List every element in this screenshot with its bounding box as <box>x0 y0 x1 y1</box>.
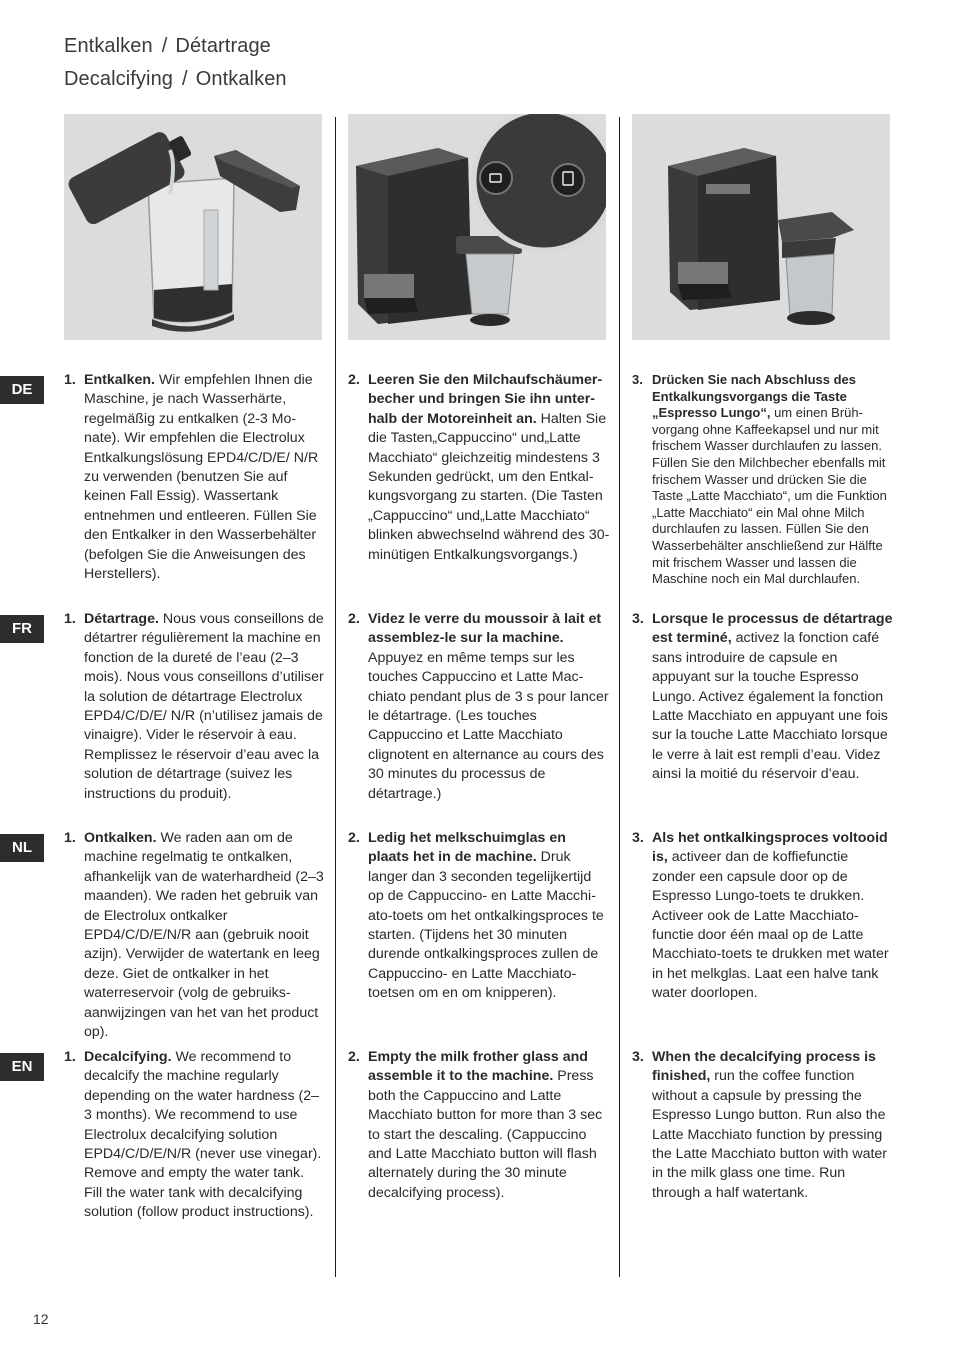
step-nl-2 <box>348 829 610 1004</box>
step-number: 3. <box>632 611 644 627</box>
language-tab-en: EN <box>0 1053 44 1081</box>
step-text: We recommend to decalcify the machine regularly depending on the water hardness (2–3 months). We recommend to use Electrolux decalcifying solution EPD4/C/D/E/N/R (never use vinegar). Remove and empty the water tank. Fill the water tank with decalcifying solution (follow product instructions). <box>84 1049 322 1221</box>
step-en-2 <box>348 1048 610 1203</box>
step-text: Druk langer dan 3 seconden tegelijkertijd op de Cappuccino- en Latte Macchiato-toets om het ontkalkingsproces te starten. (Tijdens het 30 minuten durende ontkalkingsproces zullen de Cappuccino- en Latte Macchiato-toetsen om en om knipperen). <box>368 849 604 1002</box>
page-title-line-2 <box>64 68 287 91</box>
step-text: Press both the Cappuccino and Latte Macchiato button for more than 3 sec to start the descaling. (Cappuccino and Latte Macchiato button will flash alternately during the 30 minute decalcifying process). <box>368 1068 603 1201</box>
step-number: 2. <box>348 1049 360 1065</box>
water-tank-illustration <box>64 114 322 340</box>
step-number: 2. <box>348 372 360 388</box>
step-fr-1 <box>64 610 326 804</box>
language-tab-de: DE <box>0 376 44 404</box>
step-heading: When the decalcifying process is finished, <box>652 1049 876 1085</box>
step-number: 3. <box>632 372 643 387</box>
page-title-line-1 <box>64 35 271 58</box>
step-de-1 <box>64 371 326 584</box>
step-en-1 <box>64 1048 326 1223</box>
step-heading: Ontkalken. <box>84 830 157 846</box>
page-number: 12 <box>33 1311 49 1327</box>
step-text: um einen Brühvorgang ohne Kaffeekapsel und nur mit frischem Wasser durchlaufen zu lassen. Füllen Sie den Milchbecher ebenfalls mit frischem Wasser und drücken Sie die Taste „Latte Macchiato“, um die Funktion „Latte Macchiato“ ein Mal ohne Milch durchlaufen zu lassen. Füllen Sie den Wasserbehälter anschließend zur Hälfte mit frischem Wasser und lassen die Maschine noch ein Mal durchlaufen. <box>652 405 887 587</box>
step-de-3 <box>632 372 894 588</box>
step-nl-1 <box>64 829 326 1042</box>
step-heading: Drücken Sie nach Abschluss des Entkalkungsvorgangs die Taste „Espresso Lungo“, <box>652 372 856 421</box>
step-heading: Détartrage. <box>84 611 159 627</box>
step-fr-2 <box>348 610 610 804</box>
step-number: 2. <box>348 830 360 846</box>
step-text: We raden aan om de machine regelmatig te ontkalken, afhankelijk van de waterhardheid (2–3 maanden). We raden het gebruik van de Electrolux ontkalker EPD4/C/D/E/N/R aan (gebruik nooit azijn). Verwijder de watertank en leeg deze. Giet de ontkalker in het waterreservoir (volg de gebruiksaanwijzingen van het van het product op). <box>84 830 324 1041</box>
step-heading: Als het ontkalkingsproces voltooid is, <box>652 830 888 866</box>
step-number: 1. <box>64 611 76 627</box>
step-heading: Empty the milk frother glass and assemble it to the machine. <box>368 1049 588 1085</box>
step-heading: Entkalken. <box>84 372 155 388</box>
title-decalcifying: Decalcifying <box>64 68 174 90</box>
column-divider <box>335 117 336 1277</box>
step-heading: Videz le verre du moussoir à lait et assemblez-le sur la machine. <box>368 611 602 647</box>
step-number: 2. <box>348 611 360 627</box>
step-en-3 <box>632 1048 894 1203</box>
step-text: Nous vous conseillons de détartrer régulièrement la machine en fonction de la dureté de l’eau (2–3 mois). Nous vous conseillons d’utiliser la solution de détartrage Electrolux EPD4/C/D/E/ N/R (n’utilisez jamais de vinaigre). Vider le réservoir à eau. Remplissez le réservoir d’eau avec la solution de détartrage (suivez les instructions du produit). <box>84 611 324 802</box>
step-text: run the coffee function without a capsule by pressing the Espresso Lungo button. Run also the Latte Macchiato function by pressing the Latte Macchiato button with water in the milk glass one time. Run through a half watertank. <box>652 1068 888 1201</box>
step-text: activeer dan de koffiefunctie zonder een capsule door op de Espresso Lungo-toets te drukken. Activeer ook de Latte Macchiato-functie door één maal op de Latte Macchiato-toets te drukken met water in het melkglas. Laat een halve tank water doorlopen. <box>652 849 889 1002</box>
step-heading: Leeren Sie den Milchaufschäumerbecher und bringen Sie ihn unterhalb der Motoreinheit an. <box>368 372 603 427</box>
column-divider <box>619 117 620 1277</box>
step-nl-3 <box>632 829 894 1004</box>
step-number: 3. <box>632 830 644 846</box>
step-de-2 <box>348 371 610 565</box>
step-text: Appuyez en même temps sur les touches Cappuccino et Latte Macchiato pendant plus de 3 s pour lancer le détartrage. (Les touches Cappuccino et Latte Macchiato clignotent en alternance au cours des 30 minutes du processus de détartrage.) <box>368 649 609 802</box>
step-heading: Lorsque le processus de détartrage est terminé, <box>652 611 893 647</box>
step-number: 1. <box>64 372 76 388</box>
step-fr-3 <box>632 610 894 785</box>
title-separator: / <box>182 68 188 90</box>
title-detartrage: Détartrage <box>175 35 271 57</box>
step-number: 1. <box>64 1049 76 1065</box>
language-tab-nl: NL <box>0 834 44 862</box>
machine-milk-jug-illustration <box>632 114 890 340</box>
title-entkalken: Entkalken <box>64 35 153 57</box>
step-text: activez la fonction café sans introduire de capsule en appuyant sur la touche Espresso Lungo. Activez également la fonction Latte Macchiato en appuyant une fois sur la touche Latte Macchiato lorsque le verre à lait est rempli d’eau. Videz ainsi la moitié du réservoir d’eau. <box>652 630 888 783</box>
machine-buttons-illustration <box>348 114 606 340</box>
step-number: 3. <box>632 1049 644 1065</box>
step-text: Wir empfehlen Ihnen die Maschine, je nach Wasserhärte, regelmäßig zu entkalken (2-3 Monate). Wir empfehlen die Electrolux Entkalkungslösung EPD4/C/D/E/ N/R zu verwenden (benutzen Sie auf keinen Fall Essig). Wassertank entnehmen und entleeren. Füllen Sie den Entkalker in den Wasserbehälter (befolgen Sie die Anweisungen des Herstellers). <box>84 372 319 583</box>
step-heading: Ledig het melkschuimglas en plaats het in de machine. <box>368 830 566 866</box>
title-ontkalken: Ontkalken <box>195 68 287 90</box>
language-tab-fr: FR <box>0 615 44 643</box>
step-text: Halten Sie die Tasten„Cappuccino“ und„Latte Macchiato“ gleichzeitig mindestens 3 Sekunden gedrückt, um den Entkalkungsvorgang zu starten. (Die Tasten „Cappuccino“ und„Latte Macchiato“ blinken abwechselnd während des 30-minütigen Entkalkungsvorgangs.) <box>368 410 610 563</box>
step-heading: Decalcifying. <box>84 1049 172 1065</box>
title-separator: / <box>161 35 168 57</box>
step-number: 1. <box>64 830 76 846</box>
